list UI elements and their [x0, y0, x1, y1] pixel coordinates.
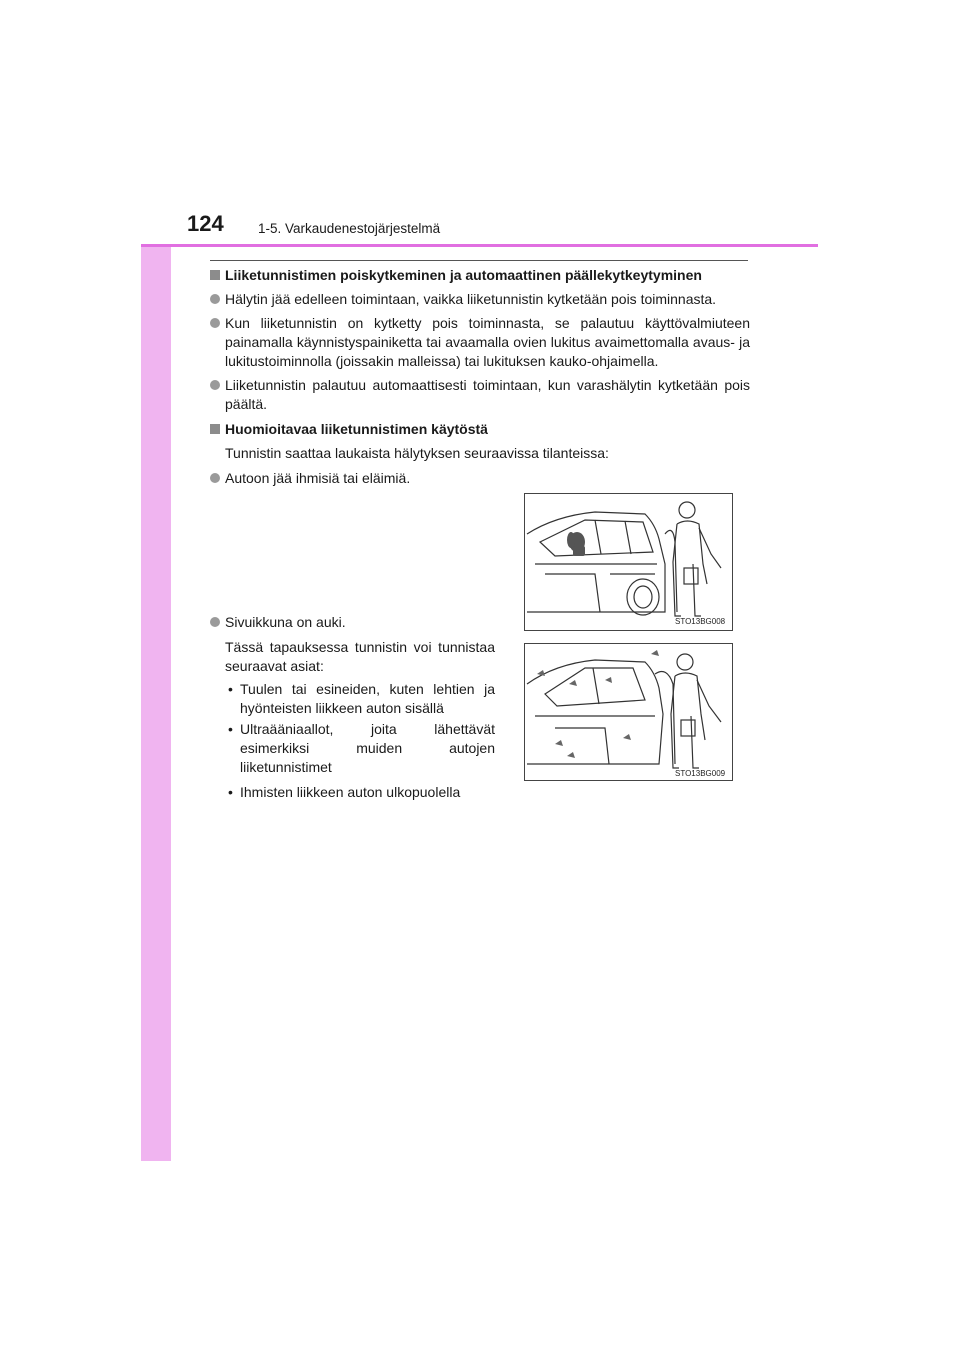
- square-bullet-icon: [210, 424, 220, 434]
- section2-heading: [210, 420, 750, 439]
- bullet-text: Kun liiketunnistin on kytketty pois toiminnasta, se palautuu käyttövalmiuteen painamalla käynnistyspainiketta tai avaamalla ovien lukitus avaimettomalla avaus- ja lukitustoiminnolla (joissakin malleissa) tai lukituksen kauko-ohjaimella.: [225, 315, 750, 369]
- section1-heading-text: Liiketunnistimen poiskytkeminen ja automaattinen päällekytkeytyminen: [225, 267, 702, 283]
- header-divider: [141, 244, 818, 247]
- car-with-dog-illustration: [525, 494, 732, 630]
- situations-text: [210, 469, 495, 802]
- open-window-illustration: [525, 644, 732, 780]
- bullet-text: Autoon jää ihmisiä tai eläimiä.: [225, 470, 411, 486]
- situation-2-sub: Tässä tapauksessa tunnistin voi tunnistaa seuraavat asiat:: [225, 639, 495, 674]
- content-rule: [210, 260, 748, 261]
- situation-2: [210, 613, 495, 632]
- circle-bullet-icon: [210, 318, 220, 328]
- list-item: • Tuulen tai esineiden, kuten lehtien ja hyönteisten liikkeen auton sisällä: [228, 681, 495, 716]
- situation-1: [210, 469, 495, 488]
- situation-2-list: [210, 680, 495, 802]
- bullet-text: Sivuikkuna on auki.: [225, 614, 346, 630]
- figure-open-window: [524, 643, 733, 781]
- bullet-text: Hälytin jää edelleen toimintaan, vaikka liiketunnistin kytketään pois toiminnasta.: [225, 291, 717, 307]
- circle-bullet-icon: [210, 473, 220, 483]
- bullet-text: Liiketunnistin palautuu automaattisesti toimintaan, kun varashälytin kytketään pois päältä.: [225, 377, 750, 412]
- list-item: • Ihmisten liikkeen auton ulkopuolella: [228, 784, 461, 800]
- circle-bullet-icon: [210, 294, 220, 304]
- square-bullet-icon: [210, 270, 220, 280]
- fig1-code: STO13BG008: [675, 617, 726, 626]
- section1-bullet-3: [210, 376, 750, 414]
- page-sidebar-tab: [141, 196, 171, 1161]
- section1-heading: [210, 266, 750, 285]
- section2-intro: Tunnistin saattaa laukaista hälytyksen seuraavissa tilanteissa:: [225, 445, 609, 461]
- section2-heading-text: Huomioitavaa liiketunnistimen käytöstä: [225, 421, 488, 437]
- circle-bullet-icon: [210, 617, 220, 627]
- fig2-code: STO13BG009: [675, 769, 726, 778]
- page-number: 124: [187, 211, 224, 236]
- section-title: 1-5. Varkaudenestojärjestelmä: [258, 221, 441, 236]
- figure-dog-in-car: [524, 493, 733, 631]
- circle-bullet-icon: [210, 380, 220, 390]
- section1-bullet-1: [210, 290, 750, 309]
- section1-bullet-2: [210, 314, 750, 371]
- header-band: [141, 196, 818, 245]
- list-item: • Ultraääniaallot, joita lähettävät esimerkiksi muiden autojen liiketunnistimet: [228, 721, 495, 775]
